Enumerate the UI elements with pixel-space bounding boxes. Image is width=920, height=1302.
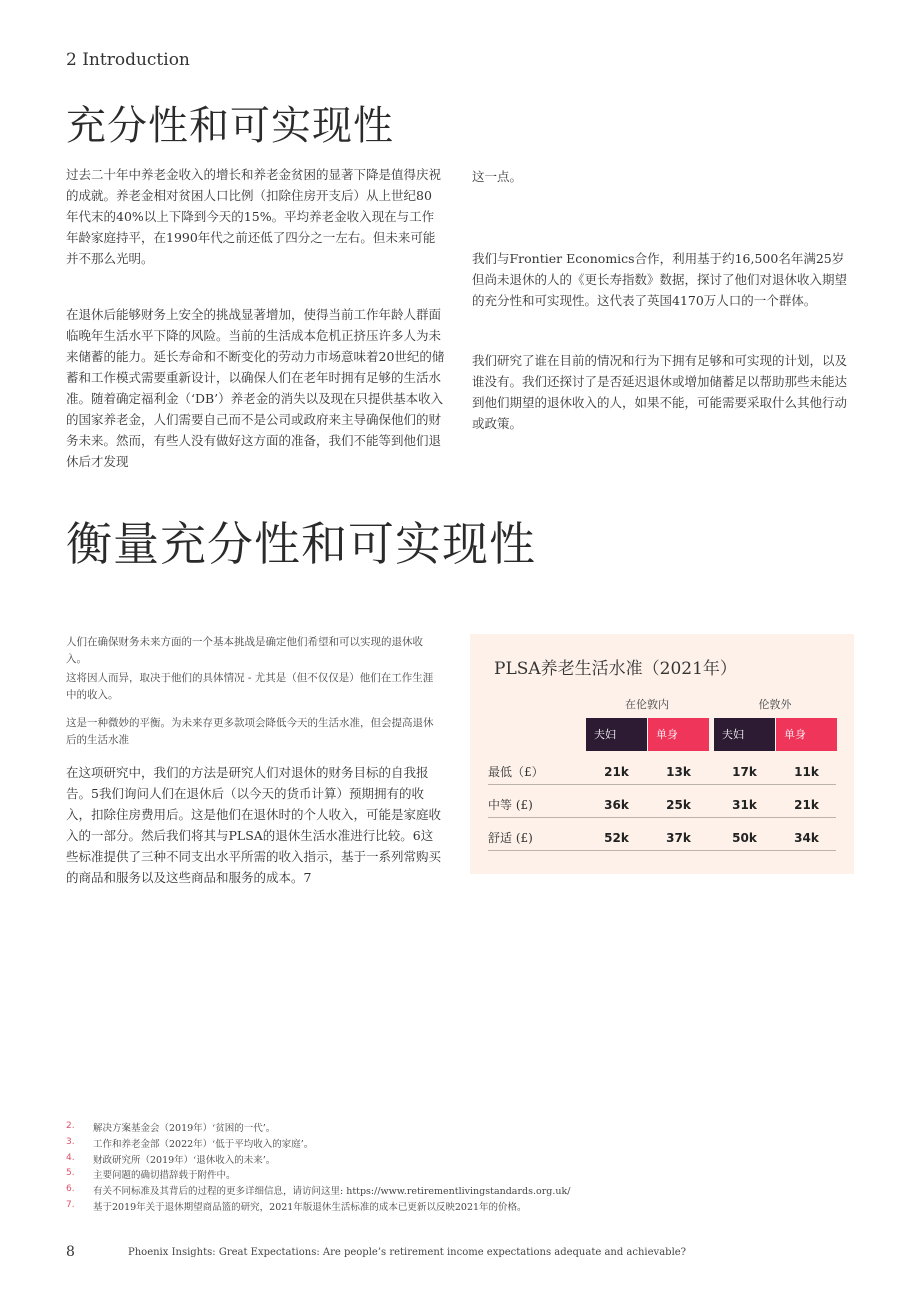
row-divider <box>488 784 836 785</box>
table-cell: 37k <box>666 831 691 845</box>
footnote-number: 6. <box>66 1184 75 1194</box>
table-cell: 13k <box>666 765 691 779</box>
row-label-minimum: 最低（£） <box>488 765 544 779</box>
table-cell: 11k <box>794 765 819 779</box>
row-label-comfortable: 舒适 (£) <box>488 831 533 845</box>
table-cell: 25k <box>666 798 691 812</box>
right-paragraph-1: 我们与Frontier Economics合作，利用基于约16,500名年满25岁但尚未退休的人的《更长寿指数》数据，探讨了他们对退休收入期望的充分性和可实现性。这代表了英国4170万人口的一个群体。 <box>472 251 848 308</box>
table-cell: 31k <box>732 798 757 812</box>
footnote-number: 2. <box>66 1121 75 1131</box>
footnote-text: 解决方案基金会（2019年）‘贫困的一代’。 <box>93 1123 276 1134</box>
table-cell: 34k <box>794 831 819 845</box>
header-single-london: 单身 <box>648 718 709 751</box>
header-couple-outside: 夫妇 <box>714 718 775 751</box>
footnote-number: 4. <box>66 1153 75 1163</box>
intro-sentence-1: 人们在确保财务未来方面的一个基本挑战是确定他们希望和可以实现的退休收入。 <box>66 636 423 665</box>
row-divider <box>488 850 836 851</box>
method-paragraph: 在这项研究中，我们的方法是研究人们对退休的财务目标的自我报告。5我们询问人们在退休后（以今天的货币计算）预期拥有的收入，扣除住房费用后。这是他们在退休时的个人收入，可能是家庭收入的一部分。然后我们将其与PLSA的退休生活水准进行比较。6这些标准提供了三种不同支出水平所需的收入指示，基于一系列常购买的商品和服务以及这些商品和服务的成本。7 <box>66 765 442 885</box>
left-paragraph-2: 在退休后能够财务上安全的挑战显著增加，使得当前工作年龄人群面临晚年生活水平下降的风险。当前的生活成本危机正挤压许多人为未来储蓄的能力。延长寿命和不断变化的劳动力市场意味着20世纪的储蓄和工作模式需要重新设计，以确保人们在老年时拥有足够的生活水准。随着确定福利金（‘DB’）养老金的消失以及现在只提供基本收入的国家养老金，人们需要自己而不是公司或政府来主导确保他们的财务未来。然而，有些人没有做好这方面的准备，我们不能等到他们退休后才发现 <box>66 307 445 469</box>
right-paragraph-0: 这一点。 <box>472 169 523 184</box>
footnote-text: 工作和养老金部（2022年）‘低于平均收入的家庭’。 <box>93 1139 314 1150</box>
footnote-number: 3. <box>66 1137 75 1147</box>
section-heading: 衡量充分性和可实现性 <box>66 517 536 571</box>
footer-text: Phoenix Insights: Great Expectations: Are people’s retirement income expectations adequate and achievable? <box>128 1247 687 1258</box>
footnote-text: 主要问题的确切措辞载于附件中。 <box>93 1170 236 1181</box>
header-couple-london: 夫妇 <box>586 718 647 751</box>
footnote-text: 财政研究所（2019年）‘退休收入的未来’。 <box>93 1155 276 1166</box>
table-title: PLSA养老生活水准（2021年） <box>494 659 737 679</box>
row-label-moderate: 中等 (£) <box>488 798 533 812</box>
table-cell: 36k <box>604 798 629 812</box>
right-paragraph-2: 我们研究了谁在目前的情况和行为下拥有足够和可实现的计划，以及谁没有。我们还探讨了是否延迟退休或增加储蓄足以帮助那些未能达到他们期望的退休收入的人，如果不能，可能需要采取什么其他行动或政策。 <box>472 353 848 431</box>
row-divider <box>488 817 836 818</box>
table-cell: 50k <box>732 831 757 845</box>
footnote-number: 5. <box>66 1168 75 1178</box>
table-cell: 21k <box>794 798 819 812</box>
section-label: 2 Introduction <box>66 50 190 70</box>
table-cell: 17k <box>732 765 757 779</box>
page-number: 8 <box>66 1244 75 1260</box>
page-title: 充分性和可实现性 <box>66 103 394 149</box>
left-paragraph-1: 过去二十年中养老金收入的增长和养老金贫困的显著下降是值得庆祝的成就。养老金相对贫困人口比例（扣除住房开支后）从上世纪80年代末的40%以上下降到今天的15%。平均养老金收入现在与工作年龄家庭持平，在1990年代之前还低了四分之一左右。但未来可能并不那么光明。 <box>66 167 442 266</box>
intro-sentence-2: 这将因人而异，取决于他们的具体情况 - 尤其是（但不仅仅是）他们在工作生涯中的收入。 <box>66 672 434 701</box>
header-single-outside: 单身 <box>776 718 837 751</box>
group-label-london: 在伦敦内 <box>625 698 669 711</box>
intro-sentence-3: 这是一种微妙的平衡。为未来存更多款项会降低今天的生活水准，但会提高退休后的生活水准 <box>66 717 434 746</box>
footnote-text: 有关不同标准及其背后的过程的更多详细信息，请访问这里: https://www.retirementlivingstandards.org.uk/ <box>93 1186 571 1197</box>
footnote-number: 7. <box>66 1200 75 1210</box>
table-cell: 52k <box>604 831 629 845</box>
group-label-outside-london: 伦敦外 <box>758 698 792 711</box>
footnote-text: 基于2019年关于退休期望商品篮的研究，2021年版退休生活标准的成本已更新以反映2021年的价格。 <box>93 1202 527 1213</box>
table-cell: 21k <box>604 765 629 779</box>
